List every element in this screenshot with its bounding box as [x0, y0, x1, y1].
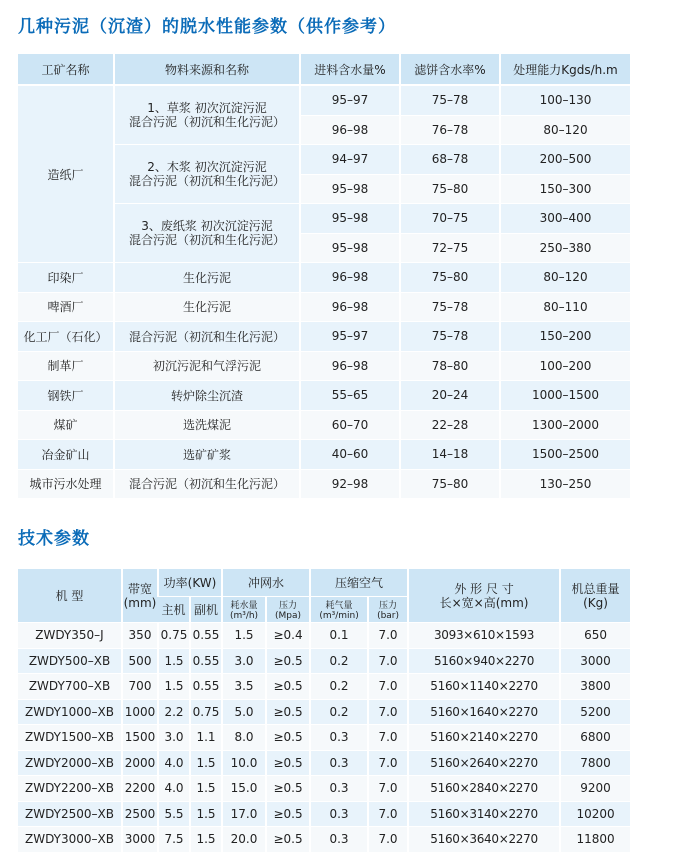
water-use-cell: 10.0: [222, 750, 266, 776]
source-line: 混合污泥（初沉和生化污泥）: [128, 174, 285, 188]
main-power-cell: 0.75: [158, 623, 190, 649]
weight-cell: 6800: [560, 725, 630, 751]
air-use-cell: 0.1: [310, 623, 368, 649]
main-power-cell: 7.5: [158, 827, 190, 852]
air-use-cell: 0.3: [310, 801, 368, 827]
table-row: [18, 623, 630, 649]
cake-moisture-cell: 72–75: [400, 233, 500, 263]
cake-moisture-cell: 70–75: [400, 204, 500, 234]
capacity-cell: 300–400: [500, 204, 630, 234]
feed-moisture-cell: 95–97: [300, 85, 400, 115]
cake-moisture-cell: 75–78: [400, 322, 500, 352]
table-row: [18, 351, 630, 381]
weight-cell: 3800: [560, 674, 630, 700]
aux-power-cell: 1.1: [190, 725, 222, 751]
weight-label: 机总重量: [571, 581, 620, 596]
belt-width-cell: 700: [122, 674, 158, 700]
source-cell: 混合污泥（初沉和生化污泥）: [114, 469, 300, 498]
water-pressure-cell: ≥0.4: [266, 623, 310, 649]
table-row: [18, 674, 630, 700]
col-header-power: 功率(KW): [158, 569, 222, 597]
industry-cell: 城市污水处理: [18, 469, 114, 498]
weight-cell: 11800: [560, 827, 630, 852]
belt-width-cell: 2500: [122, 801, 158, 827]
model-cell: ZWDY2500–XB: [18, 801, 122, 827]
air-use-cell: 0.3: [310, 776, 368, 802]
capacity-cell: 1500–2500: [500, 440, 630, 470]
air-pressure-cell: 7.0: [368, 674, 408, 700]
model-cell: ZWDY3000–XB: [18, 827, 122, 852]
cake-moisture-cell: 75–78: [400, 292, 500, 322]
dimensions-cell: 5160×2840×2270: [408, 776, 560, 802]
capacity-cell: 250–380: [500, 233, 630, 263]
water-use-cell: 1.5: [222, 623, 266, 649]
dimensions-cell: 5160×1140×2270: [408, 674, 560, 700]
main-power-cell: 1.5: [158, 674, 190, 700]
water-pressure-cell: ≥0.5: [266, 776, 310, 802]
aux-power-cell: 0.55: [190, 648, 222, 674]
aux-power-cell: 1.5: [190, 801, 222, 827]
air-use-cell: 0.3: [310, 725, 368, 751]
aux-power-cell: 1.5: [190, 776, 222, 802]
dimensions-cell: 5160×3640×2270: [408, 827, 560, 852]
model-cell: ZWDY1500–XB: [18, 725, 122, 751]
model-cell: ZWDY700–XB: [18, 674, 122, 700]
capacity-cell: 100–130: [500, 85, 630, 115]
col-header-industry: 工矿名称: [18, 54, 114, 85]
model-cell: ZWDY1000–XB: [18, 699, 122, 725]
cake-moisture-cell: 14–18: [400, 440, 500, 470]
model-cell: ZWDY500–XB: [18, 648, 122, 674]
belt-width-cell: 1500: [122, 725, 158, 751]
feed-moisture-cell: 60–70: [300, 410, 400, 440]
source-cell: 选洗煤泥: [114, 410, 300, 440]
feed-moisture-cell: 55–65: [300, 381, 400, 411]
aux-power-cell: 1.5: [190, 750, 222, 776]
col-header-water-pressure: 压力(Mpa): [266, 597, 310, 623]
model-cell: ZWDY350–J: [18, 623, 122, 649]
air-pressure-cell: 7.0: [368, 750, 408, 776]
cake-moisture-cell: 78–80: [400, 351, 500, 381]
water-use-cell: 5.0: [222, 699, 266, 725]
table-row: [18, 801, 630, 827]
air-pressure-cell: 7.0: [368, 776, 408, 802]
dimensions-cell: 5160×3140×2270: [408, 801, 560, 827]
col-header-dimensions: [408, 569, 560, 623]
feed-moisture-cell: 40–60: [300, 440, 400, 470]
source-line: 3、废纸浆 初次沉淀污泥: [141, 219, 273, 233]
capacity-cell: 100–200: [500, 351, 630, 381]
col-header-main-motor: 主机: [158, 597, 190, 623]
source-cell: [114, 85, 300, 145]
feed-moisture-cell: 94–97: [300, 145, 400, 175]
sludge-params-table: [18, 54, 630, 498]
industry-cell: 钢铁厂: [18, 381, 114, 411]
sludge-params-title: 几种污泥（沉渣）的脱水性能参数（供作参考）: [18, 17, 396, 37]
weight-cell: 10200: [560, 801, 630, 827]
cake-moisture-cell: 75–78: [400, 85, 500, 115]
industry-cell: 印染厂: [18, 263, 114, 293]
belt-width-cell: 2000: [122, 750, 158, 776]
aux-power-cell: 0.75: [190, 699, 222, 725]
weight-unit: (Kg): [583, 595, 608, 610]
dimensions-cell: 5160×2640×2270: [408, 750, 560, 776]
water-pressure-cell: ≥0.5: [266, 699, 310, 725]
table-row: [18, 827, 630, 852]
industry-cell: 啤酒厂: [18, 292, 114, 322]
belt-width-cell: 350: [122, 623, 158, 649]
air-pressure-cell: 7.0: [368, 827, 408, 852]
dimensions-cell: 5160×1640×2270: [408, 699, 560, 725]
water-pressure-cell: ≥0.5: [266, 648, 310, 674]
main-power-cell: 2.2: [158, 699, 190, 725]
table-row: [18, 648, 630, 674]
dimensions-cell: 3093×610×1593: [408, 623, 560, 649]
source-cell: 转炉除尘沉渣: [114, 381, 300, 411]
weight-cell: 5200: [560, 699, 630, 725]
feed-moisture-cell: 95–97: [300, 322, 400, 352]
col-header-water-use: 耗水量(m³/h): [222, 597, 266, 623]
source-cell: 生化污泥: [114, 263, 300, 293]
cake-moisture-cell: 68–78: [400, 145, 500, 175]
feed-moisture-cell: 92–98: [300, 469, 400, 498]
industry-cell: 制革厂: [18, 351, 114, 381]
main-power-cell: 4.0: [158, 750, 190, 776]
main-power-cell: 4.0: [158, 776, 190, 802]
source-line: 1、草浆 初次沉淀污泥: [147, 101, 267, 115]
cake-moisture-cell: 75–80: [400, 174, 500, 204]
cake-moisture-cell: 75–80: [400, 263, 500, 293]
air-use-cell: 0.3: [310, 750, 368, 776]
source-cell: 初沉污泥和气浮污泥: [114, 351, 300, 381]
source-cell: 选矿矿浆: [114, 440, 300, 470]
industry-cell: 冶金矿山: [18, 440, 114, 470]
water-pressure-cell: ≥0.5: [266, 801, 310, 827]
belt-width-label: 带宽: [127, 581, 152, 596]
feed-moisture-cell: 96–98: [300, 115, 400, 145]
col-header-cake-moisture: 滤饼含水率%: [400, 54, 500, 85]
feed-moisture-cell: 95–98: [300, 204, 400, 234]
source-cell: [114, 145, 300, 204]
table-row: [18, 469, 630, 498]
air-use-cell: 0.2: [310, 648, 368, 674]
water-pressure-cell: ≥0.5: [266, 750, 310, 776]
table-row: [18, 410, 630, 440]
table-header-row: [18, 54, 630, 85]
capacity-cell: 80–120: [500, 115, 630, 145]
air-use-cell: 0.2: [310, 674, 368, 700]
air-pressure-cell: 7.0: [368, 801, 408, 827]
col-header-belt-width: [122, 569, 158, 623]
main-power-cell: 1.5: [158, 648, 190, 674]
col-header-flush-water: 冲网水: [222, 569, 310, 597]
table-row: [18, 381, 630, 411]
table-row: [18, 292, 630, 322]
capacity-cell: 150–200: [500, 322, 630, 352]
tech-params-title: 技术参数: [18, 529, 90, 549]
feed-moisture-cell: 96–98: [300, 351, 400, 381]
weight-cell: 3000: [560, 648, 630, 674]
dimensions-label: 外 形 尺 寸: [454, 581, 514, 596]
water-pressure-cell: ≥0.5: [266, 674, 310, 700]
water-use-cell: 3.0: [222, 648, 266, 674]
source-line: 混合污泥（初沉和生化污泥）: [128, 233, 285, 247]
col-header-compressed-air: 压缩空气: [310, 569, 408, 597]
industry-cell: 造纸厂: [18, 85, 114, 263]
air-pressure-cell: 7.0: [368, 623, 408, 649]
table-row: [18, 263, 630, 293]
weight-cell: 650: [560, 623, 630, 649]
table-row: [18, 699, 630, 725]
water-pressure-cell: ≥0.5: [266, 827, 310, 852]
capacity-cell: 1300–2000: [500, 410, 630, 440]
aux-power-cell: 1.5: [190, 827, 222, 852]
col-header-model: 机 型: [18, 569, 122, 623]
weight-cell: 9200: [560, 776, 630, 802]
air-use-cell: 0.2: [310, 699, 368, 725]
col-header-source: 物料来源和名称: [114, 54, 300, 85]
air-pressure-cell: 7.0: [368, 699, 408, 725]
col-header-feed-moisture: 进料含水量%: [300, 54, 400, 85]
belt-width-cell: 1000: [122, 699, 158, 725]
table-header-row: [18, 569, 630, 597]
water-use-cell: 15.0: [222, 776, 266, 802]
table-row: [18, 440, 630, 470]
col-header-air-pressure: 压力(bar): [368, 597, 408, 623]
main-power-cell: 3.0: [158, 725, 190, 751]
dimensions-unit: 长×宽×高(mm): [439, 595, 529, 610]
col-header-weight: [560, 569, 630, 623]
table-row: [18, 725, 630, 751]
feed-moisture-cell: 95–98: [300, 233, 400, 263]
col-header-capacity: 处理能力Kgds/h.m: [500, 54, 630, 85]
table-row: [18, 750, 630, 776]
source-line: 2、木浆 初次沉淀污泥: [147, 160, 267, 174]
source-line: 混合污泥（初沉和生化污泥）: [128, 115, 285, 129]
belt-width-cell: 500: [122, 648, 158, 674]
feed-moisture-cell: 96–98: [300, 263, 400, 293]
water-use-cell: 3.5: [222, 674, 266, 700]
aux-power-cell: 0.55: [190, 674, 222, 700]
table-row: [18, 776, 630, 802]
capacity-cell: 130–250: [500, 469, 630, 498]
capacity-cell: 80–120: [500, 263, 630, 293]
capacity-cell: 150–300: [500, 174, 630, 204]
water-pressure-cell: ≥0.5: [266, 725, 310, 751]
aux-power-cell: 0.55: [190, 623, 222, 649]
model-cell: ZWDY2000–XB: [18, 750, 122, 776]
weight-cell: 7800: [560, 750, 630, 776]
water-use-cell: 8.0: [222, 725, 266, 751]
dimensions-cell: 5160×2140×2270: [408, 725, 560, 751]
belt-width-unit: (mm): [123, 595, 157, 610]
water-use-cell: 20.0: [222, 827, 266, 852]
source-cell: [114, 204, 300, 263]
air-pressure-cell: 7.0: [368, 725, 408, 751]
cake-moisture-cell: 75–80: [400, 469, 500, 498]
cake-moisture-cell: 22–28: [400, 410, 500, 440]
belt-width-cell: 2200: [122, 776, 158, 802]
industry-cell: 煤矿: [18, 410, 114, 440]
feed-moisture-cell: 95–98: [300, 174, 400, 204]
table-row: [18, 85, 630, 115]
source-cell: 混合污泥（初沉和生化污泥）: [114, 322, 300, 352]
dimensions-cell: 5160×940×2270: [408, 648, 560, 674]
main-power-cell: 5.5: [158, 801, 190, 827]
cake-moisture-cell: 76–78: [400, 115, 500, 145]
source-cell: 生化污泥: [114, 292, 300, 322]
air-pressure-cell: 7.0: [368, 648, 408, 674]
col-header-aux-motor: 副机: [190, 597, 222, 623]
water-use-cell: 17.0: [222, 801, 266, 827]
col-header-air-use: 耗气量(m³/min): [310, 597, 368, 623]
air-use-cell: 0.3: [310, 827, 368, 852]
capacity-cell: 200–500: [500, 145, 630, 175]
belt-width-cell: 3000: [122, 827, 158, 852]
table-row: [18, 322, 630, 352]
feed-moisture-cell: 96–98: [300, 292, 400, 322]
cake-moisture-cell: 20–24: [400, 381, 500, 411]
capacity-cell: 80–110: [500, 292, 630, 322]
model-cell: ZWDY2200–XB: [18, 776, 122, 802]
capacity-cell: 1000–1500: [500, 381, 630, 411]
tech-params-table: [18, 568, 630, 852]
industry-cell: 化工厂（石化）: [18, 322, 114, 352]
